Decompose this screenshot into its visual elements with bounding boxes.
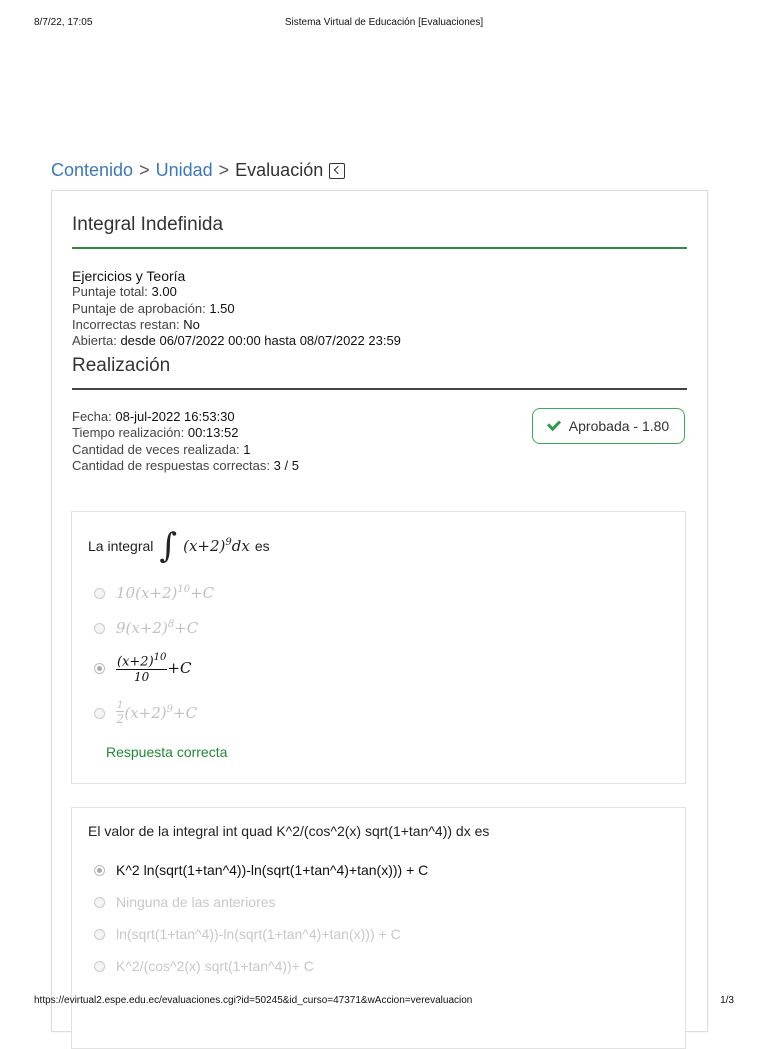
print-footer (34, 995, 734, 1006)
question-2-option-4[interactable]: K^2/(cos^2(x) sqrt(1+tan^4))+ C (94, 958, 314, 974)
radio-button-selected[interactable] (94, 865, 105, 876)
radio-button[interactable] (94, 623, 105, 634)
question-2-option-2[interactable]: Ninguna de las anteriores (94, 894, 276, 910)
radio-button[interactable] (94, 708, 105, 719)
info-row-approval: Puntaje de aprobación: 1.50 (72, 300, 235, 316)
evaluation-subtitle: Ejercicios y Teoría (72, 268, 186, 284)
radio-button[interactable] (94, 929, 105, 940)
info-row-correct: Cantidad de respuestas correctas: 3 / 5 (72, 457, 299, 473)
breadcrumb-contenido-link[interactable]: Contenido (51, 160, 134, 180)
back-square-icon[interactable] (329, 163, 345, 179)
breadcrumb-separator: > (139, 160, 150, 180)
question-1 (71, 511, 686, 784)
radio-button[interactable] (94, 588, 105, 599)
realization-title: Realización (72, 355, 171, 376)
info-row-attempts: Cantidad de veces realizada: 1 (72, 441, 251, 457)
info-row-penalty: Incorrectas restan: No (72, 316, 200, 332)
radio-button[interactable] (94, 961, 105, 972)
evaluation-title: Integral Indefinida (72, 214, 224, 235)
breadcrumb-current: Evaluación (235, 160, 324, 180)
realization-info (72, 409, 299, 474)
breadcrumb-unidad-link[interactable]: Unidad (155, 160, 213, 180)
integral-symbol: ∫ (159, 526, 178, 566)
evaluation-card (51, 190, 708, 1032)
question-2 (71, 807, 686, 1049)
evaluation-info (72, 268, 401, 349)
question-2-text: El valor de la integral int quad K^2/(cos^2(x) sqrt(1+tan^4)) dx es (88, 823, 490, 839)
check-icon (547, 417, 561, 431)
breadcrumb (51, 160, 345, 181)
print-header (34, 17, 734, 28)
breadcrumb-separator: > (218, 160, 230, 180)
question-1-text: La integral ∫ $(x+2)^9dx$ es (88, 526, 270, 566)
question-2-option-3[interactable]: ln(sqrt(1+tan^4))-ln(sqrt(1+tan^4)+tan(x))) + C (94, 926, 401, 942)
status-badge (532, 408, 685, 444)
question-1-option-1[interactable]: $10(x+2)^{10}+C$ (94, 584, 214, 602)
title-divider (72, 247, 687, 249)
radio-button[interactable] (94, 897, 105, 908)
radio-button-selected[interactable] (94, 663, 105, 674)
info-row-date: Fecha: 08-jul-2022 16:53:30 (72, 409, 235, 424)
question-1-option-3[interactable]: $\frac{(x+2)^{10}}{10}$ +C (94, 652, 191, 684)
question-2-option-1[interactable]: K^2 ln(sqrt(1+tan^4))-ln(sqrt(1+tan^4)+tan(x))) + C (94, 862, 428, 878)
print-url: https://evirtual2.espe.edu.ec/evaluaciones.cgi?id=50245&id_curso=47371&wAccion=verevaluacion (34, 995, 473, 1006)
question-1-option-2[interactable]: $9(x+2)^8+C$ (94, 619, 198, 637)
status-badge-label: Aprobada - 1.80 (568, 418, 670, 434)
print-page-number: 1/3 (720, 995, 734, 1006)
question-1-option-4[interactable]: $\frac{1}{2}$ $(x+2)^9+C$ (94, 700, 197, 726)
realization-divider (72, 388, 687, 390)
print-title: Sistema Virtual de Educación [Evaluaciones] (284, 17, 484, 28)
info-row-open: Abierta: desde 06/07/2022 00:00 hasta 08/07/2022 23:59 (72, 333, 401, 349)
info-row-total: Puntaje total: 3.00 (72, 284, 177, 300)
info-row-duration: Tiempo realización: 00:13:52 (72, 425, 239, 441)
question-1-feedback: Respuesta correcta (106, 744, 228, 760)
print-datetime: 8/7/22, 17:05 (34, 17, 93, 28)
